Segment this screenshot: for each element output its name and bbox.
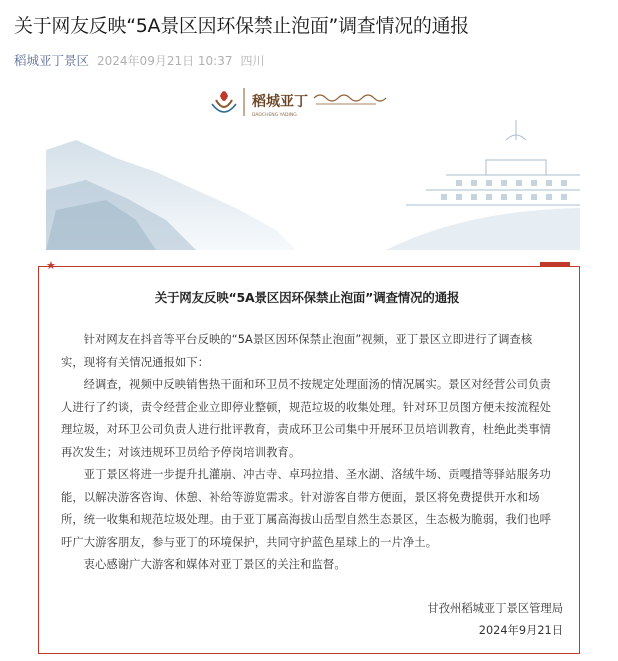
account-name-link[interactable]: 稻城亚丁景区 [14,53,90,68]
logo-text: 稻城亚丁 [252,94,308,110]
notice-paragraph: 针对网友在抖音等平台反映的“5A景区因环保禁止泡面”视频，亚丁景区立即进行了调查核实，现将有关情况通报如下： [61,333,533,369]
logo [212,88,386,118]
notice-signature: 甘孜州稻城亚丁景区管理局 [427,602,563,615]
notice-date: 2024年9月21日 [478,624,563,637]
publish-location: 四川 [240,53,265,68]
header-banner-image [46,80,580,250]
notice-box [38,266,580,654]
notice-paragraph: 亚丁景区将进一步提升扎灌崩、冲古寺、卓玛拉措、圣水湖、洛绒牛场、贡嘎措等驿站服务功能，以解决游客咨询、休憩、补给等游览需求。针对游客自带方便面，景区将免费提供开水和场所，统一收集和规范垃圾处理。由于亚丁属高海拔山岳型自然生态景区，生态极为脆弱，我们也呼吁广大游客朋友，参与亚丁的环境保护，共同守护蓝色星球上的一片净土。 [61,468,552,549]
notice-paragraph: 经调查，视频中反映销售热干面和环卫员不按规定处理面汤的情况属实。景区对经营公司负责人进行了约谈，责令经营企业立即停业整顿，规范垃圾的收集处理。针对环卫员图方便未按流程处理垃圾，对环卫公司负责人进行批评教育，责成环卫公司集中开展环卫员培训教育，杜绝此类事情再次发生；对该违规环卫员给予停岗培训教育。 [61,378,552,459]
notice-title: 关于网友反映“5A景区因环保禁止泡面”调查情况的通报 [154,290,460,305]
article-title: 关于网友反映“5A景区因环保禁止泡面”调查情况的通报 [14,15,469,37]
logo-subtext: DAOCHENG YADING [252,113,297,118]
article-meta [14,51,265,69]
star-icon: ★ [46,259,56,272]
publish-datetime: 2024年09月21日 10:37 [97,53,233,68]
notice-paragraph: 衷心感谢广大游客和媒体对亚丁景区的关注和监督。 [83,558,346,571]
